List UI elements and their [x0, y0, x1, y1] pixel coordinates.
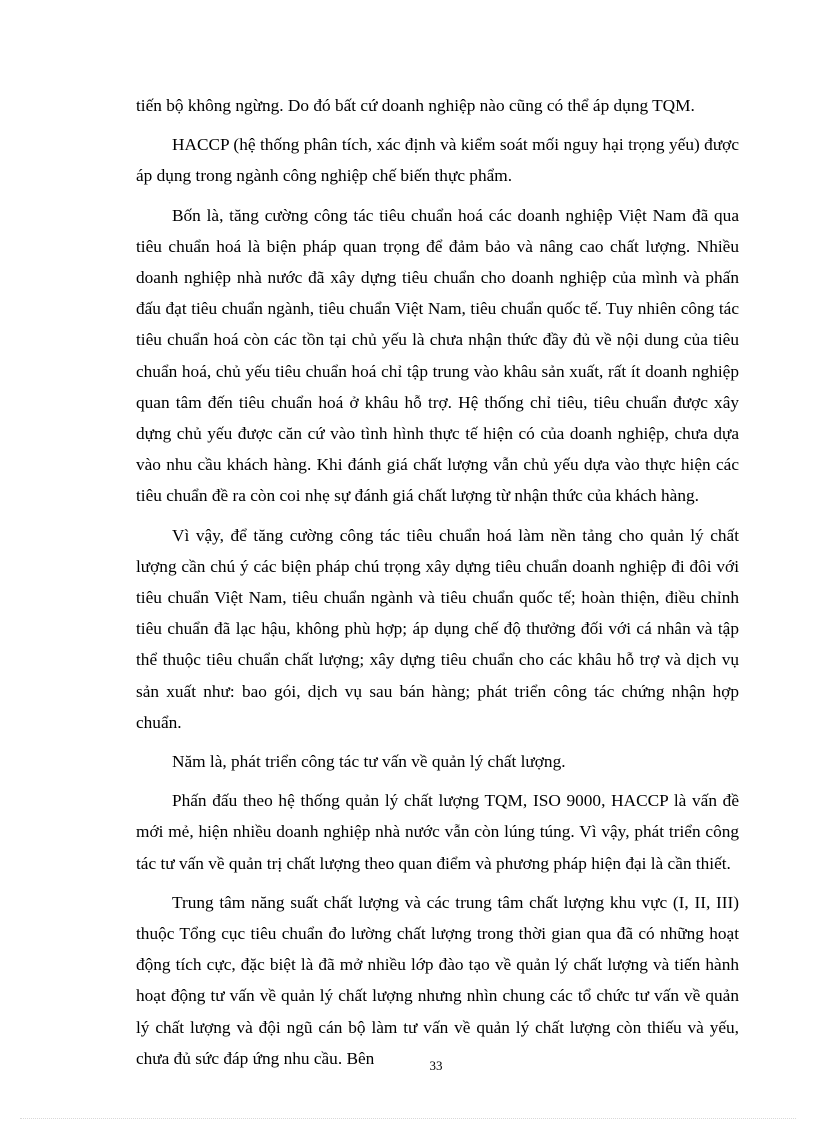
document-page [136, 90, 739, 1082]
paragraph-consulting-need: Phấn đấu theo hệ thống quản lý chất lượng TQM, ISO 9000, HACCP là vấn đề mới mẻ, hiện nhiều doanh nghiệp nhà nước vẫn còn lúng túng. Vì vậy, phát triển công tác tư vấn về quản trị chất lượng theo quan điểm và phương pháp hiện đại là cần thiết. [136, 791, 739, 873]
paragraph-haccp: HACCP (hệ thống phân tích, xác định và kiểm soát mối nguy hại trọng yếu) được áp dụng trong ngành công nghiệp chế biến thực phẩm. [136, 135, 739, 186]
paragraph-fifth-point: Năm là, phát triển công tác tư vấn về quản lý chất lượng. [172, 752, 566, 772]
paragraph-fourth-point: Bốn là, tăng cường công tác tiêu chuẩn hoá các doanh nghiệp Việt Nam đã qua tiêu chuẩn hoá là biện pháp quan trọng để đảm bảo và nâng cao chất lượng. Nhiều doanh nghiệp nhà nước đã xây dựng tiêu chuẩn cho doanh nghiệp của mình và phấn đấu đạt tiêu chuẩn ngành, tiêu chuẩn Việt Nam, tiêu chuẩn quốc tế. Tuy nhiên công tác tiêu chuẩn hoá còn các tồn tại chủ yếu là chưa nhận thức đầy đủ về nội dung của tiêu chuẩn hoá, chủ yếu tiêu chuẩn hoá chỉ tập trung vào khâu sản xuất, rất ít doanh nghiệp quan tâm đến tiêu chuẩn hoá ở khâu hỗ trợ. Hệ thống chỉ tiêu, tiêu chuẩn được xây dựng chủ yếu được căn cứ vào tình hình thực tế hiện có của doanh nghiệp, chưa dựa vào nhu cầu khách hàng. Khi đánh giá chất lượng vẫn chủ yếu dựa vào thực hiện các tiêu chuẩn đề ra còn coi nhẹ sự đánh giá chất lượng từ nhận thức của khách hàng. [136, 205, 739, 506]
paragraph-quality-centers: Trung tâm năng suất chất lượng và các trung tâm chất lượng khu vực (I, II, III) thuộc Tổng cục tiêu chuẩn đo lường chất lượng trong thời gian qua đã có những hoạt động tích cực, đặc biệt là đã mở nhiều lớp đào tạo về quản lý chất lượng và tiến hành hoạt động tư vấn về quản lý chất lượng nhưng nhìn chung các tổ chức tư vấn về quản lý chất lượng và đội ngũ cán bộ làm tư vấn về quản lý chất lượng còn thiếu và yếu, chưa đủ sức đáp ứng nhu cầu. Bên [136, 892, 739, 1068]
paragraph-standardization-measures: Vì vậy, để tăng cường công tác tiêu chuẩn hoá làm nền tảng cho quản lý chất lượng cần chú ý các biện pháp chú trọng xây dựng tiêu chuẩn doanh nghiệp đi đôi với tiêu chuẩn Việt Nam, tiêu chuẩn ngành và tiêu chuẩn quốc tế; hoàn thiện, điều chỉnh tiêu chuẩn đã lạc hậu, không phù hợp; áp dụng chế độ thưởng đối với cá nhân và tập thể thuộc tiêu chuẩn chất lượng; xây dựng tiêu chuẩn cho các khâu hỗ trợ và dịch vụ sản xuất như: bao gói, dịch vụ sau bán hàng; phát triển công tác chứng nhận hợp chuẩn. [136, 525, 739, 732]
paragraph-continuation: tiến bộ không ngừng. Do đó bất cứ doanh nghiệp nào cũng có thể áp dụng TQM. [136, 96, 695, 115]
page-number: 33 [429, 1058, 443, 1073]
page-bottom-divider [20, 1118, 796, 1119]
